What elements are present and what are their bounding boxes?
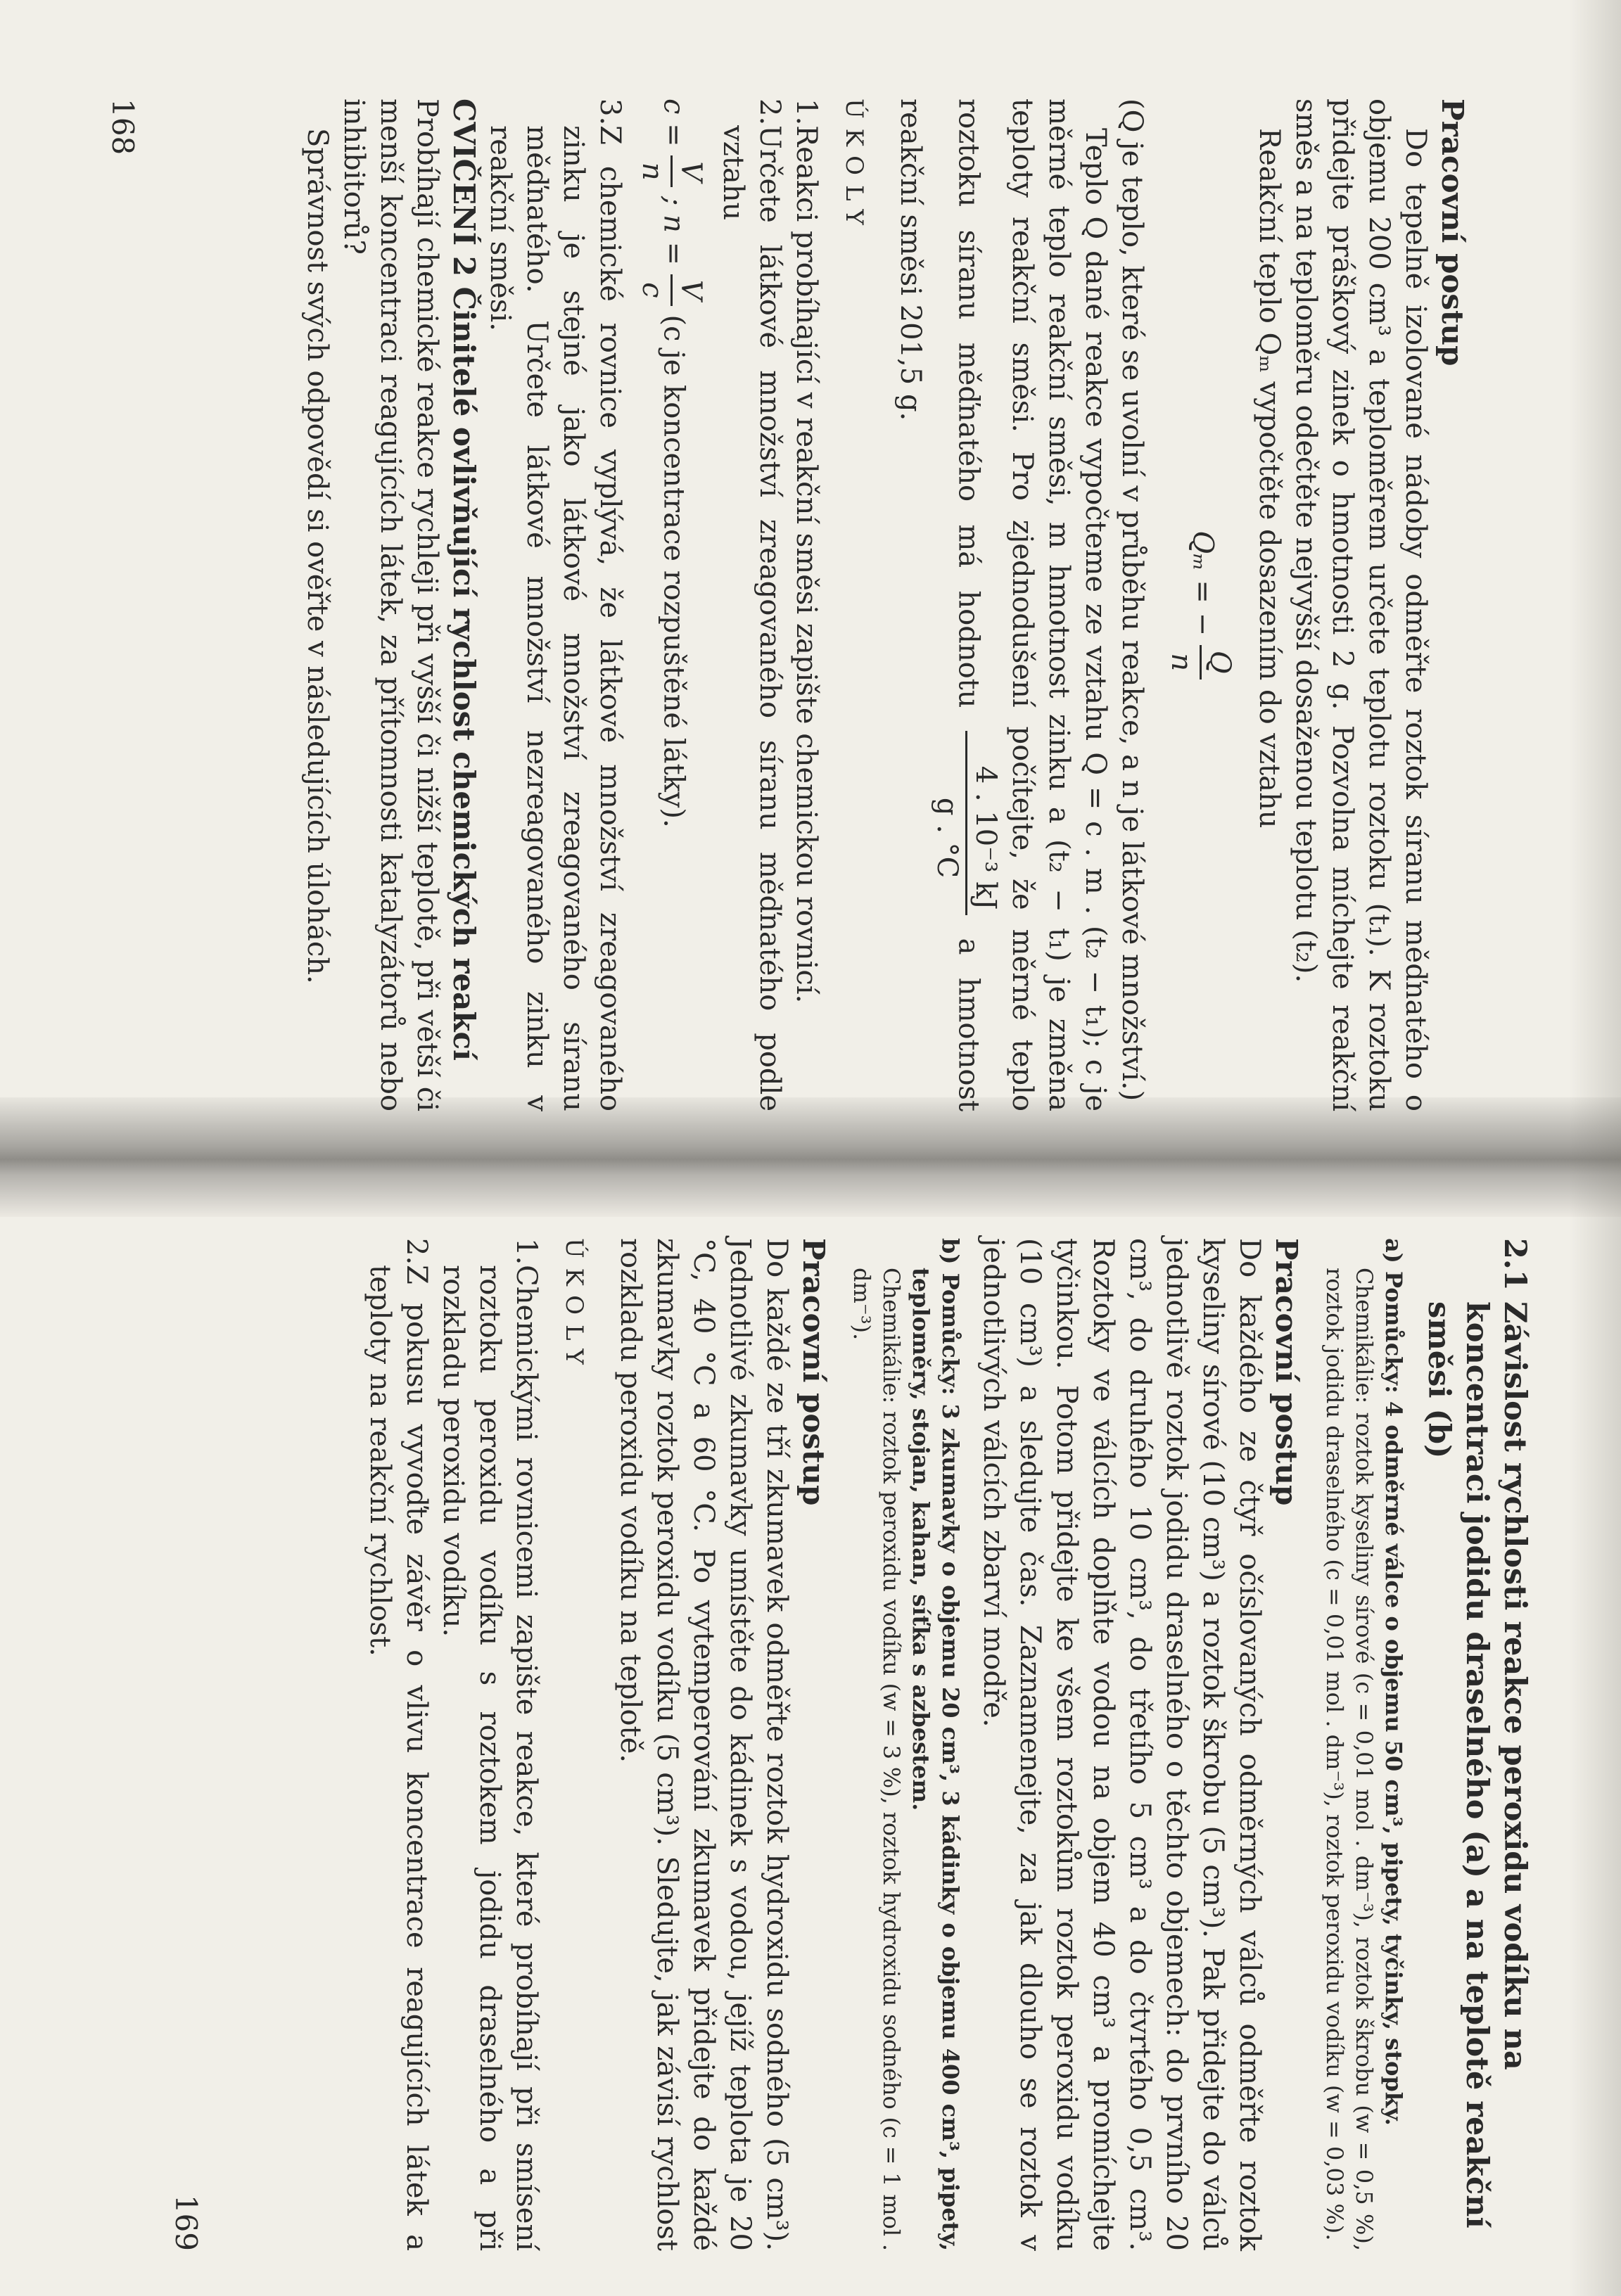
page-number: 168 — [106, 98, 140, 155]
tasks-label: ÚKOLY — [560, 1238, 588, 1375]
formula-separator: ; n = — [657, 196, 690, 266]
procedure-heading: Pracovní postup — [1435, 98, 1470, 366]
page-edge-shadow — [1569, 0, 1621, 2296]
chemicals-a: Chemikálie: roztok kyseliny sírové (c = 0,01 mol . dm⁻³), roztok škrobu (w = 0,5 %), roztok jodidu draselného (c = 0,01 mol . dm⁻³), roztok peroxidu vodíku (w = 0,03 %). — [1321, 1268, 1378, 2251]
procedure-a: Do každého ze čtyř očíslovaných odměrných válců odměřte roztok kyseliny sírové (10 cm³) a roztok škrobu (5 cm³). Pak přidejte do válců jednotlivě roztok jodidu draselného o těchto objemech: do prvního 20 cm³, do druhého 10 cm³, do třetího 5 cm³ a do čtvrtého 0,5 cm³. Roztoky ve válcích doplňte vodou na objem 40 cm³ a promíchejte tyčinkou. Potom přidejte ke všem roztokům roztok peroxidu vodíku (10 cm³) a sledujte čas. Zaznamenejte, za jak dlouho se roztok v jednotlivých válcích zbarví modře. — [977, 1238, 1266, 2251]
list-number: 2. — [400, 1238, 433, 1265]
page-169 — [127, 1238, 1534, 2251]
exercise-check: Správnost svých odpovědí si ověřte v následujících úlohách. — [301, 128, 333, 984]
specific-heat-num: 4 . 10⁻³ kJ — [965, 731, 1004, 916]
heat-explanation — [892, 98, 1114, 1111]
equation-note: (Q je teplo, které se uvolní v průběhu reakce, a n je látkové množství.) — [1116, 98, 1148, 1102]
formula-c-den: n — [636, 162, 668, 181]
list-item — [715, 98, 788, 1111]
list-number: 1. — [510, 1238, 542, 1265]
formula-c-fraction — [634, 155, 709, 187]
equation-lhs: Qₘ = − — [1186, 530, 1219, 637]
heat-text: Teplo Q dané reakce vypočteme ze vztahu Q = c . m . (t₂ − t₁); c je měrné teplo reakční směsi, m hmotnost zinku a (t₂ − t₁) je změna teploty reakční směsi. Pro zjednodušení počítejte, že měrné teplo roztoku síranu měďnatého má hodnotu — [952, 98, 1112, 1111]
section-title-text: Závislost rychlosti reakce peroxidu vodíku na koncentraci jodidu draselného (a) a na teplotě reakční směsi (b) — [1421, 1301, 1532, 2228]
specific-heat-fraction — [929, 731, 1004, 916]
page-168 — [63, 98, 1470, 1111]
list-text: Určete látkové množství zreagovaného síranu měďnatého podle vztahu — [717, 125, 786, 1111]
section-title — [1420, 1238, 1534, 2251]
formula-c-num: V — [670, 155, 709, 187]
list-text: Z chemické rovnice vyplývá, že látkové množství zreagovaného zinku je stejné jako látkové množství zreagovaného síranu měďnatého. Určete látkové množství nezreagovaného zinku v reakční směsi. — [484, 125, 626, 1111]
exercise-title: CVIČENÍ 2 Činitelé ovlivňující rychlost chemických reakcí — [447, 98, 481, 1061]
concentration-formula — [634, 98, 709, 1111]
list-text: Reakci probíhající v reakční směsi zapište chemickou rovnicí. — [790, 125, 822, 1004]
list-text: Z pokusu vyvoďte závěr o vlivu koncentrace reagujících látek a teploty na reakční rychlost. — [364, 1265, 433, 2251]
formula-n-den: c — [636, 282, 668, 298]
list-number: 1. — [790, 98, 822, 126]
formula-note: (c je koncentrace rozpuštěné látky). — [657, 314, 690, 828]
procedure-heading: Pracovní postup — [1269, 1238, 1304, 1506]
section-number: 2.1 — [1497, 1238, 1532, 1291]
book-gutter — [0, 1097, 1621, 1217]
equation-numerator: Q — [1200, 645, 1238, 680]
chemicals-b: Chemikálie: roztok peroxidu vodíku (w = 3 %), roztok hydroxidu sodného (c = 1 mol . dm⁻³). — [848, 1268, 905, 2251]
formula-n-num: V — [670, 274, 709, 306]
list-number: 3. — [594, 98, 626, 126]
calc-intro: Reakční teplo Qₘ vypočtěte dosazením do vztahu — [1253, 128, 1285, 829]
equation-fraction — [1163, 645, 1238, 680]
page-number: 169 — [169, 2194, 203, 2251]
formula-n-fraction — [634, 274, 709, 306]
list-item — [482, 98, 628, 1111]
exercise-text: Probíhají chemické reakce rychleji při vyšší či nižší teplotě, při větší či menší koncentraci reagujících látek, za přítomnosti katalyzátorů nebo inhibitorů? — [338, 98, 443, 1111]
reaction-heat-equation — [1163, 98, 1238, 1111]
procedure-heading: Pracovní postup — [796, 1238, 831, 1506]
list-text: Chemickými rovnicemi zapište reakce, které probíhají při smísení roztoku peroxidu vodíku s roztokem jodidu draselného a při rozkladu peroxidu vodíku. — [437, 1265, 542, 2251]
list-item — [435, 1238, 545, 2251]
formula-c: c = — [657, 98, 690, 147]
procedure-intro: Do tepelně izolované nádoby odměřte roztok síranu měďnatého o objemu 200 cm³ a teploměrem určete teplotu roztoku (t₁). K roztoku přidejte práškový zinek o hmotnosti 2 g. Pozvolna míchejte reakční směs a na teploměru odečtěte nejvyšší dosaženou teplotu (t₂). — [1290, 98, 1432, 1111]
tasks-label: ÚKOLY — [840, 98, 868, 235]
list-item — [788, 98, 825, 1111]
equipment-b: b) Pomůcky: 3 zkumavky o objemu 20 cm³, 3 kádinky o objemu 400 cm³, pipety, teploměry, stojan, kahan, síťka s azbestem. — [908, 1238, 964, 2251]
equipment-a: a) Pomůcky: 4 odměrné válce o objemu 50 cm³, pipety, tyčinky, stopky. — [1380, 1238, 1407, 2126]
specific-heat-den: g . °C — [931, 797, 963, 879]
procedure-b: Do každé ze tří zkumavek odměřte roztok hydroxidu sodného (5 cm³). Jednotlivé zkumavky umístěte do kádinek s vodou, jejíž teplota je 20 °C, 40 °C a 60 °C. Po vytemperování zkumavek přidejte do každé zkumavky roztok peroxidu vodíku (5 cm³). Sledujte, jak závisí rychlost rozkladu peroxidu vodíku na teplotě. — [614, 1238, 793, 2251]
list-item — [362, 1238, 435, 2251]
heat-end: a hmotnost reakční směsi 201,5 g. — [894, 98, 985, 1112]
equation-denominator: n — [1165, 653, 1197, 672]
list-number: 2. — [754, 98, 786, 126]
